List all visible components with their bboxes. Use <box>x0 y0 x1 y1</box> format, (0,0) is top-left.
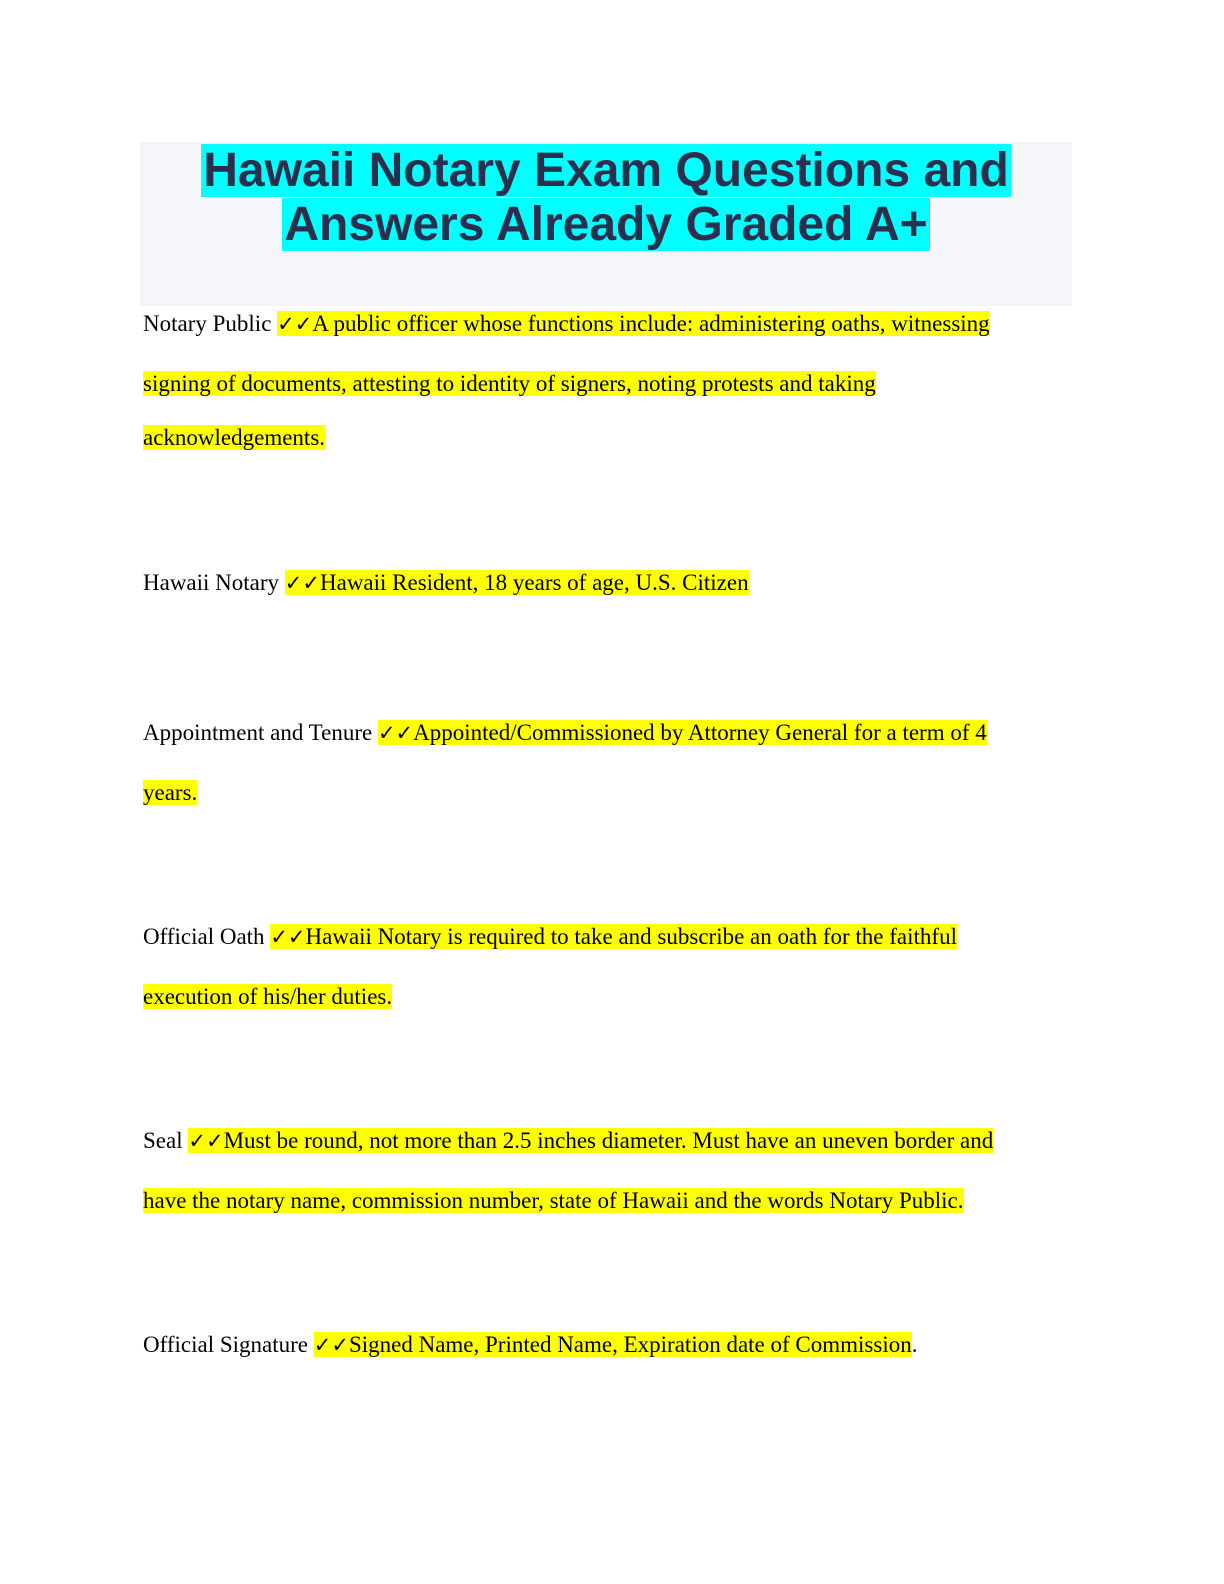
double-check-icon: ✓✓ <box>377 721 414 745</box>
document-title-line-1: Hawaii Notary Exam Questions and <box>203 144 1009 197</box>
answer-text: A public officer whose functions include: administering oaths, witnessing <box>312 311 990 336</box>
answer-text: years. <box>143 780 198 805</box>
qa-line <box>143 703 1043 763</box>
question-term: Official Signature <box>143 1332 308 1357</box>
qa-entry-official-signature <box>143 1315 1043 1375</box>
document-title-line-2: Answers Already Graded A+ <box>284 198 928 251</box>
answer-highlight <box>314 1332 912 1357</box>
answer-highlight <box>378 720 987 745</box>
question-term: Official Oath <box>143 924 265 949</box>
double-check-icon: ✓✓ <box>270 925 306 949</box>
answer-text: Hawaii Resident, 18 years of age, U.S. Citizen <box>320 570 749 595</box>
question-term: Notary Public <box>143 311 272 336</box>
double-check-icon: ✓✓ <box>313 1333 349 1357</box>
qa-line <box>143 1111 1043 1171</box>
trailing-punctuation: . <box>911 1332 918 1357</box>
qa-line <box>143 553 1043 613</box>
qa-entry-official-oath <box>143 907 1043 1026</box>
answer-highlight <box>285 570 749 595</box>
question-term: Appointment and Tenure <box>143 720 373 745</box>
double-check-icon: ✓✓ <box>188 1129 224 1153</box>
qa-line <box>143 354 1043 413</box>
title-block <box>140 142 1072 306</box>
qa-line <box>143 408 1043 467</box>
answer-highlight <box>188 1128 993 1153</box>
answer-text: Hawaii Notary is required to take and subscribe an oath for the faithful <box>305 924 957 949</box>
qa-entry-hawaii-notary <box>143 553 1043 613</box>
qa-entry-seal <box>143 1111 1043 1230</box>
qa-line <box>143 294 1043 354</box>
double-check-icon: ✓✓ <box>284 571 320 595</box>
answer-text: execution of his/her duties. <box>143 984 393 1009</box>
qa-line <box>143 763 1043 822</box>
qa-entry-appointment-and-tenure <box>143 703 1043 822</box>
answer-highlight <box>270 924 957 949</box>
answer-text: acknowledgements. <box>143 425 326 450</box>
question-term: Hawaii Notary <box>143 570 280 595</box>
answer-text: Signed Name, Printed Name, Expiration date of Commission <box>348 1332 912 1357</box>
double-check-icon: ✓✓ <box>277 312 313 336</box>
answer-text: Appointed/Commissioned by Attorney General for a term of 4 <box>413 720 987 745</box>
answer-text: signing of documents, attesting to identity of signers, noting protests and taking <box>143 371 876 396</box>
qa-line <box>143 967 1043 1026</box>
question-term: Seal <box>143 1128 183 1153</box>
answer-text: Must be round, not more than 2.5 inches diameter. Must have an uneven border and <box>223 1128 994 1153</box>
qa-entry-notary-public <box>143 294 1043 467</box>
qa-line <box>143 907 1043 967</box>
qa-line <box>143 1315 1043 1375</box>
answer-highlight <box>277 311 990 336</box>
qa-line <box>143 1171 1043 1230</box>
answer-text: have the notary name, commission number, state of Hawaii and the words Notary Public. <box>143 1188 964 1213</box>
